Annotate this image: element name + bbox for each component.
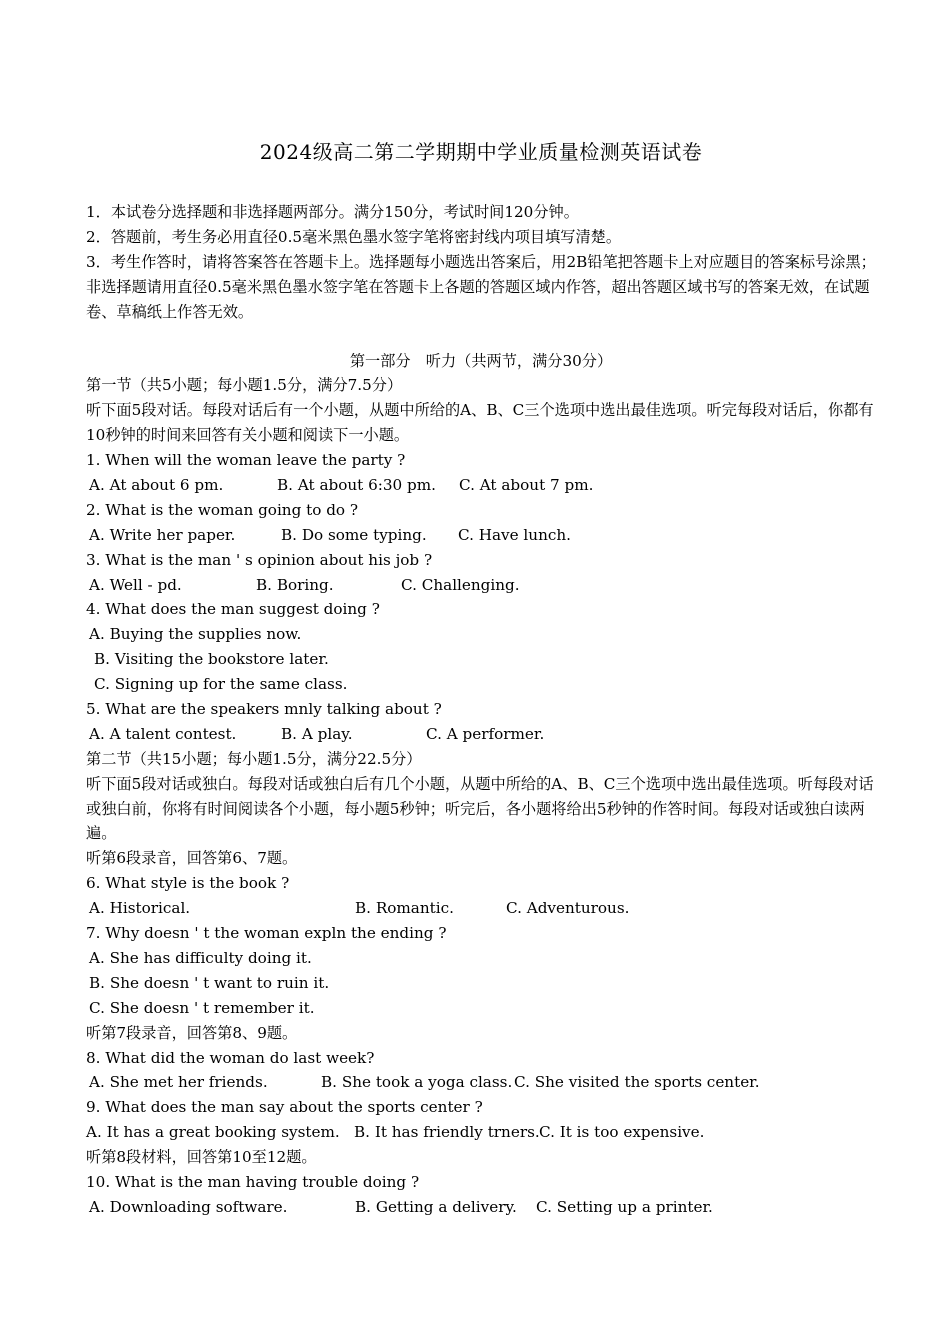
- audio-8-instruction: 听第8段材料，回答第10至12题。: [86, 1148, 317, 1167]
- option-a: A. Write her paper.: [89, 525, 236, 544]
- option-a: A. She met her friends.: [89, 1073, 268, 1092]
- question-6-stem: 6. What style is the book ?: [86, 874, 290, 893]
- option-c: C. A performer.: [426, 724, 545, 743]
- question-5-options: [86, 722, 876, 747]
- option-c: C. At about 7 pm.: [459, 475, 594, 494]
- option-a: A. A talent contest.: [89, 724, 237, 743]
- note-3: 3．考生作答时，请将答案答在答题卡上。选择题每小题选出答案后，用2B铅笔把答题卡上对应题目的答案标号涂黑；非选择题请用直径0.5毫米黑色墨水签字笔在答题卡上各题的答题区域内作答，超出答题区域书写的答案无效，在试题卷、草稿纸上作答无效。: [86, 252, 876, 321]
- question-6-options: [86, 896, 876, 921]
- option-b: B. It has friendly trners.: [354, 1123, 540, 1142]
- question-1-stem: 1. When will the woman leave the party ?: [86, 451, 406, 470]
- audio-7-instruction: 听第7段录音，回答第8、9题。: [86, 1023, 298, 1042]
- question-5-stem: 5. What are the speakers mnly talking about ?: [86, 700, 442, 718]
- question-7-stem: 7. Why doesn ' t the woman expln the ending ?: [86, 924, 447, 943]
- option-b: B. A play.: [281, 724, 353, 743]
- option-c: C. Have lunch.: [458, 525, 571, 544]
- option-c: C. Challenging.: [401, 575, 520, 594]
- option-a: A. It has a great booking system.: [86, 1123, 340, 1142]
- question-3-options: [86, 573, 876, 598]
- section2-instructions: 听下面5段对话或独白。每段对话或独白后有几个小题，从题中所给的A、B、C三个选项中选出最佳选项。听每段对话或独白前，你将有时间阅读各个小题，每小题5秒钟；听完后，各小题将给出5秒钟的作答时间。每段对话或独白读两遍。: [86, 774, 874, 843]
- option-c: C. Setting up a printer.: [536, 1197, 713, 1216]
- page-title: 2024级高二第二学期期中学业质量检测英语试卷: [259, 140, 703, 164]
- question-4-option-a: A. Buying the supplies now.: [89, 625, 302, 644]
- part1-heading: 第一部分 听力（共两节，满分30分）: [349, 351, 613, 370]
- option-a: A. Well - pd.: [89, 575, 182, 594]
- question-9-options: [86, 1120, 876, 1145]
- section1-instructions: 听下面5段对话。每段对话后有一个小题，从题中所给的A、B、C三个选项中选出最佳选项。听完每段对话后，你都有10秒钟的时间来回答有关小题和阅读下一小题。: [86, 401, 874, 445]
- audio-6-instruction: 听第6段录音，回答第6、7题。: [86, 849, 298, 868]
- option-a: A. Historical.: [89, 899, 191, 918]
- question-1-options: [86, 473, 876, 498]
- question-10-options: [86, 1195, 876, 1220]
- section2-heading: 第二节（共15小题；每小题1.5分，满分22.5分）: [86, 749, 422, 768]
- question-4-option-c: C. Signing up for the same class.: [94, 675, 348, 694]
- question-7-option-c: C. She doesn ' t remember it.: [89, 998, 315, 1017]
- question-4-option-b: B. Visiting the bookstore later.: [94, 650, 329, 669]
- option-b: B. Getting a delivery.: [355, 1197, 517, 1216]
- question-2-options: [86, 523, 876, 548]
- question-8-stem: 8. What did the woman do last week?: [86, 1048, 375, 1067]
- exam-body: [86, 200, 876, 1220]
- option-b: B. She took a yoga class.: [321, 1073, 513, 1092]
- option-c: C. She visited the sports center.: [514, 1073, 760, 1092]
- question-7-option-b: B. She doesn ' t want to ruin it.: [89, 973, 330, 992]
- question-9-stem: 9. What does the man say about the sports center ?: [86, 1098, 483, 1117]
- option-b: B. At about 6:30 pm.: [277, 475, 436, 494]
- option-c: C. Adventurous.: [506, 899, 630, 918]
- option-b: B. Do some typing.: [281, 525, 427, 544]
- question-3-stem: 3. What is the man ' s opinion about his job ?: [86, 550, 433, 569]
- spacer: [86, 325, 876, 349]
- note-1: 1．本试卷分选择题和非选择题两部分。满分150分，考试时间120分钟。: [86, 203, 579, 221]
- option-b: B. Romantic.: [355, 899, 454, 918]
- option-a: A. At about 6 pm.: [89, 475, 224, 494]
- question-2-stem: 2. What is the woman going to do ?: [86, 500, 359, 519]
- section1-heading: 第一节（共5小题；每小题1.5分，满分7.5分）: [86, 376, 403, 395]
- option-c: C. It is too expensive.: [539, 1123, 705, 1142]
- option-b: B. Boring.: [256, 575, 334, 594]
- question-8-options: [86, 1070, 876, 1095]
- note-2: 2．答题前，考生务必用直径0.5毫米黑色墨水签字笔将密封线内项目填写清楚。: [86, 227, 622, 246]
- question-10-stem: 10. What is the man having trouble doing ?: [86, 1172, 420, 1191]
- question-7-option-a: A. She has difficulty doing it.: [89, 948, 312, 967]
- question-4-stem: 4. What does the man suggest doing ?: [86, 600, 380, 619]
- option-a: A. Downloading software.: [89, 1197, 288, 1216]
